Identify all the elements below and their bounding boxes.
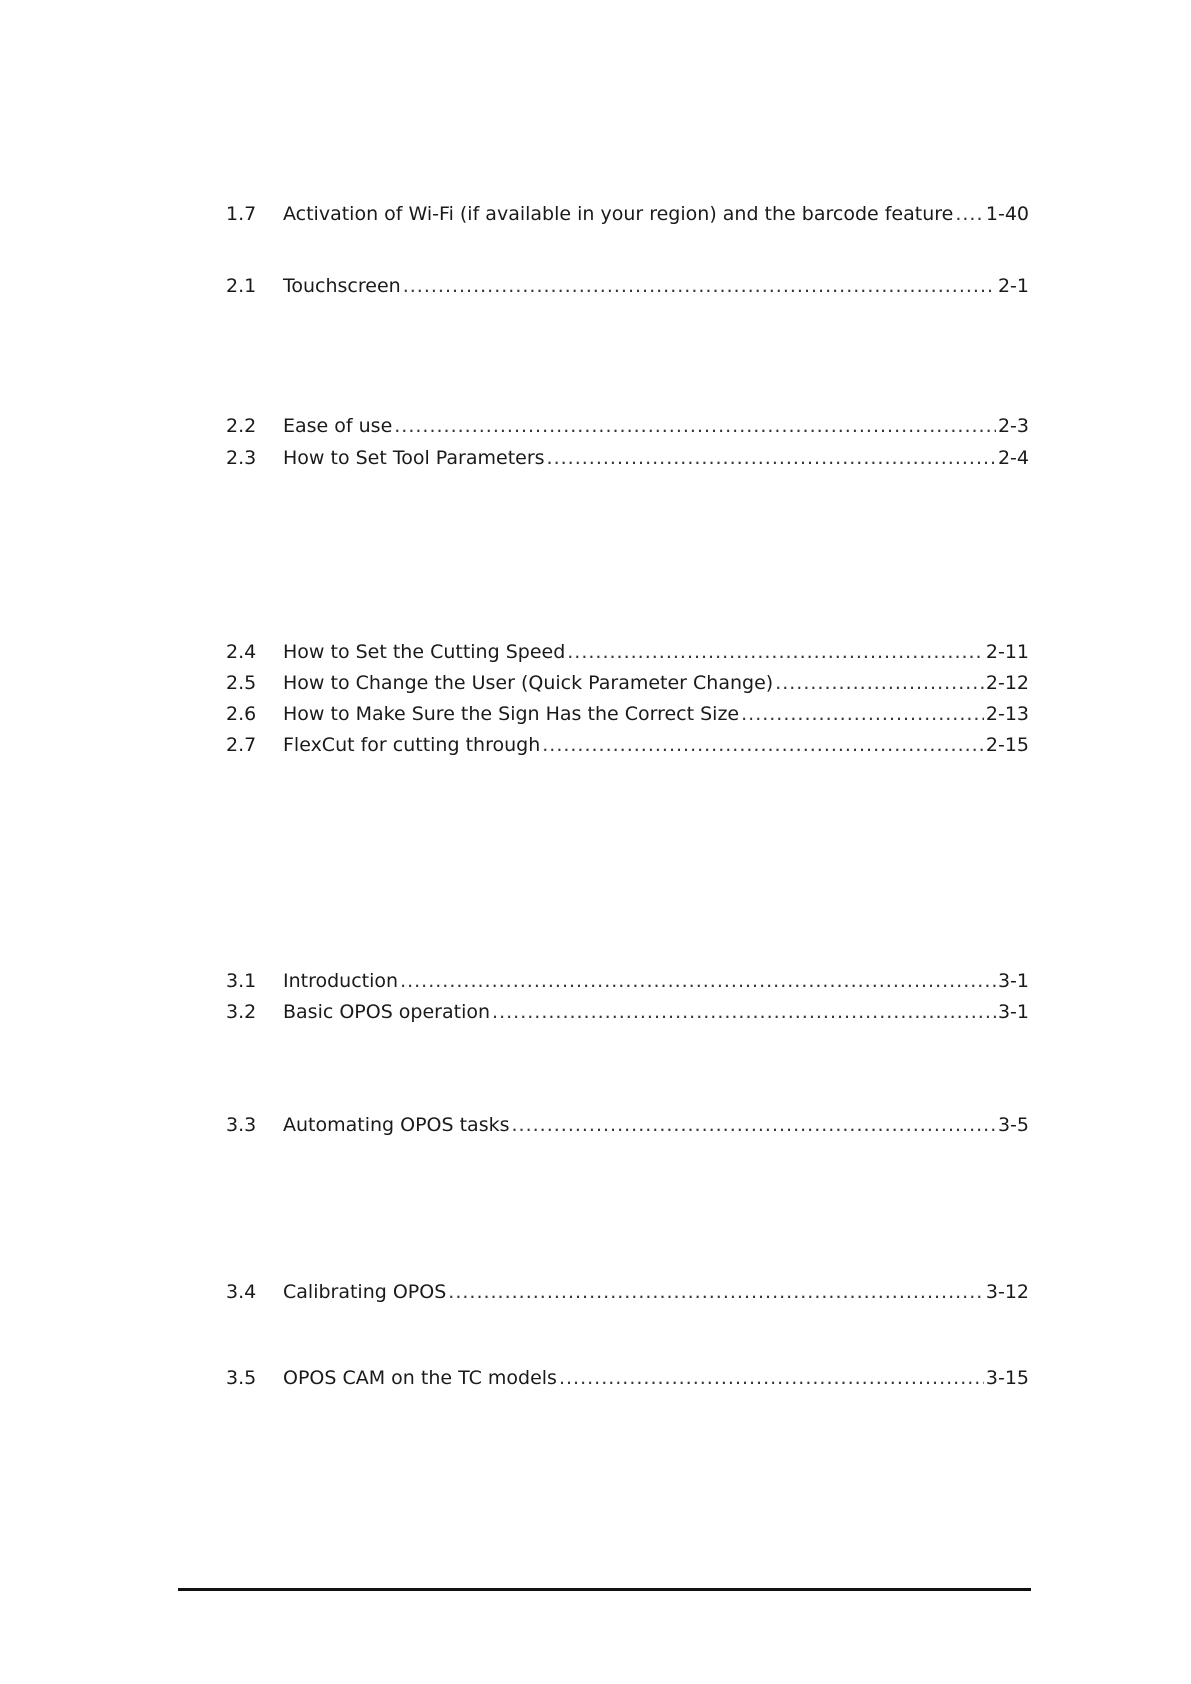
toc-entry-title: Activation of Wi-Fi (if available in your region) and the barcode feature: [283, 203, 954, 225]
toc-entry-number: 3.3: [226, 1114, 257, 1136]
footer-divider: [178, 1588, 1031, 1591]
toc-entry-2-1[interactable]: [226, 274, 1029, 298]
toc-entry-page: 2-12: [985, 672, 1029, 694]
toc-entry-number: 3.4: [226, 1281, 257, 1303]
toc-entry-title: How to Set Tool Parameters: [283, 447, 545, 469]
toc-entry-page: 2-1: [997, 275, 1029, 297]
toc-dot-leader: [492, 1000, 996, 1024]
toc-dot-leader: [542, 733, 984, 757]
toc-entry-3-5[interactable]: [226, 1366, 1029, 1390]
toc-entry-number: 2.7: [226, 734, 257, 756]
toc-entry-page: 3-1: [997, 970, 1029, 992]
toc-entry-number: 2.4: [226, 641, 257, 663]
toc-entry-number: 2.6: [226, 703, 257, 725]
toc-entry-title: FlexCut for cutting through: [283, 734, 541, 756]
toc-entry-title: How to Make Sure the Sign Has the Correct Size: [283, 703, 740, 725]
toc-entry-page: 3-5: [997, 1114, 1029, 1136]
toc-entry-number: 3.5: [226, 1367, 257, 1389]
toc-dot-leader: [394, 414, 996, 438]
toc-dot-leader: [567, 640, 984, 664]
toc-entry-page: 3-15: [985, 1367, 1029, 1389]
toc-entry-2-4[interactable]: [226, 640, 1029, 664]
toc-entry-number: 2.3: [226, 447, 257, 469]
toc-entry-title: Basic OPOS operation: [283, 1001, 491, 1023]
toc-entry-title: OPOS CAM on the TC models: [283, 1367, 557, 1389]
toc-entry-title: Calibrating OPOS: [283, 1281, 447, 1303]
toc-entry-2-3[interactable]: [226, 446, 1029, 470]
toc-dot-leader: [448, 1280, 984, 1304]
toc-dot-leader: [775, 671, 984, 695]
toc-entry-3-1[interactable]: [226, 969, 1029, 993]
toc-entry-page: 3-12: [985, 1281, 1029, 1303]
toc-entry-number: 2.1: [226, 275, 257, 297]
toc-entry-2-6[interactable]: [226, 702, 1029, 726]
toc-entry-number: 2.2: [226, 415, 257, 437]
toc-entry-page: 3-1: [997, 1001, 1029, 1023]
toc-entry-page: 1-40: [985, 203, 1029, 225]
toc-entry-title: Introduction: [283, 970, 399, 992]
toc-dot-leader: [741, 702, 984, 726]
toc-entry-title: How to Change the User (Quick Parameter Change): [283, 672, 774, 694]
toc-entry-page: 2-13: [985, 703, 1029, 725]
toc-entry-3-3[interactable]: [226, 1113, 1029, 1137]
toc-entry-page: 2-15: [985, 734, 1029, 756]
toc-entry-number: 3.1: [226, 970, 257, 992]
toc-entry-number: 3.2: [226, 1001, 257, 1023]
toc-entry-page: 2-3: [997, 415, 1029, 437]
toc-entry-title: Touchscreen: [283, 275, 401, 297]
toc-entry-3-2[interactable]: [226, 1000, 1029, 1024]
toc-dot-leader: [403, 274, 996, 298]
toc-entry-2-5[interactable]: [226, 671, 1029, 695]
toc-entry-title: Ease of use: [283, 415, 393, 437]
toc-entry-2-2[interactable]: [226, 414, 1029, 438]
toc-entry-1-7[interactable]: [226, 202, 1029, 226]
toc-entry-page: 2-4: [997, 447, 1029, 469]
toc-entry-3-4[interactable]: [226, 1280, 1029, 1304]
toc-dot-leader: [559, 1366, 984, 1390]
toc-dot-leader: [955, 202, 984, 226]
toc-dot-leader: [400, 969, 996, 993]
toc-entry-number: 1.7: [226, 203, 257, 225]
toc-entry-number: 2.5: [226, 672, 257, 694]
toc-entry-title: Automating OPOS tasks: [283, 1114, 510, 1136]
toc-entry-title: How to Set the Cutting Speed: [283, 641, 566, 663]
toc-dot-leader: [547, 446, 996, 470]
toc-dot-leader: [512, 1113, 996, 1137]
toc-entry-page: 2-11: [985, 641, 1029, 663]
toc-entry-2-7[interactable]: [226, 733, 1029, 757]
